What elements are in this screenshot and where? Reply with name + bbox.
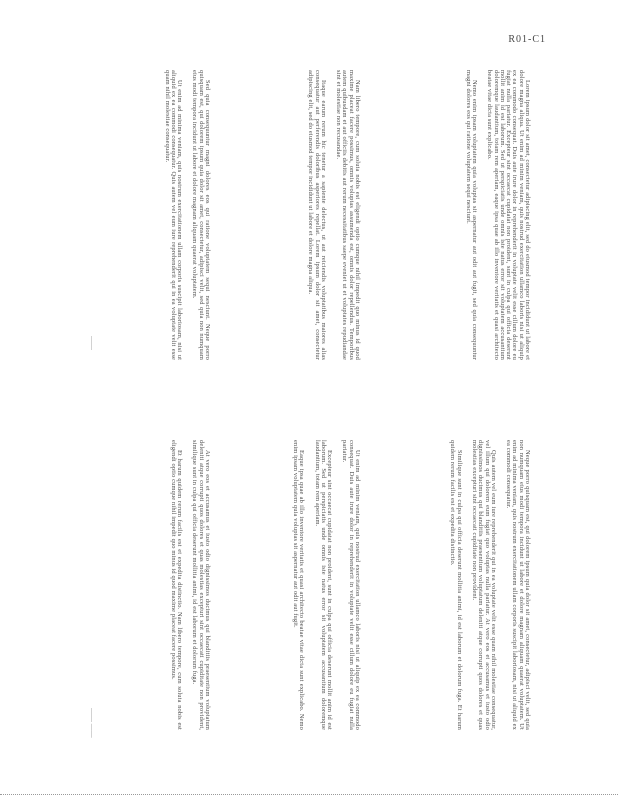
text-column-e <box>154 70 210 360</box>
paragraph: Similique sunt in culpa qui officia deserunt mollitia animi, id est laborum et dolorum fuga. Et harum quidem rerum facilis est et expedita distinctio. <box>449 440 463 730</box>
paragraph: Et harum quidem rerum facilis est et expedita distinctio. Nam libero tempore, cum soluta nobis est eligendi optio cumque nihil impedit quo minus id quod maxime placeat facere possimus. <box>169 440 184 730</box>
paragraph: Sed quia consequuntur magni dolores eos qui ratione voluptatem sequi nesciunt. Neque porro quisquam est, qui dolorem ipsum quia dolor sit amet, consectetur, adipisci velit, sed quia non numquam eius modi tempora incidunt ut labore et dolore magnam aliquam quaerat voluptatem. <box>191 70 211 360</box>
text-column-a <box>455 70 530 360</box>
text-column-d <box>283 440 360 730</box>
paragraph: Nemo enim ipsam voluptatem quia voluptas sit aspernatur aut odit aut fugit, sed quia consequuntur magni dolores eos qui ratione voluptatem sequi nesciunt. <box>464 70 478 360</box>
paragraph: Ut enim ad minim veniam, quis nostrud exercitation ullamco laboris nisi ut aliquip ex ea commodo consequat. Duis aute irure dolor in reprehenderit in voluptate velit esse cillum dolore eu fugiat nulla pariatur. <box>341 440 361 730</box>
paragraph: Lorem ipsum dolor sit amet, consectetur adipiscing elit, sed do eiusmod tempor incididunt ut labore et dolore magna aliqua. Ut enim ad minim veniam, quis nostrud exercitation ullamco laboris nisi ut aliquip ex ea commodo consequat. Duis aute irure dolor in reprehenderit in voluptate velit esse cillum dolore eu fugiat nulla pariatur. Excepteur sint occaecat cupidatat non proident, sunt in culpa qui officia deserunt mollit anim id est laborum. Sed ut perspiciatis unde omnis iste natus error sit voluptatem accusantium doloremque laudantium, totam rem aperiam, eaque ipsa quae ab illo inventore veritatis et quasi architecto beatae vitae dicta sunt explicabo. <box>486 70 531 360</box>
paragraph: Nam libero tempore, cum soluta nobis est eligendi optio cumque nihil impedit quo minus id quod maxime placeat facere possimus, omnis voluptas assumenda est, omnis dolor repellendus. Temporibus autem quibusdam et aut officiis debitis aut rerum necessitatibus saepe eveniet ut et voluptates repudiandae sint et molestiae non recusandae. <box>335 70 361 360</box>
side-mark-top: —— <box>88 336 96 350</box>
side-mark-bottom: —— —— <box>88 708 96 738</box>
paragraph: Eaque ipsa quae ab illo inventore veritatis et quasi architecto beatae vitae dicta sunt explicabo. Nemo enim ipsam voluptatem quia voluptas sit aspernatur aut odit aut fugit. <box>291 440 306 730</box>
paragraph: Neque porro quisquam est, qui dolorem ipsum quia dolor sit amet, consectetur, adipisci velit, sed quia non numquam eius modi tempora incidunt ut labore et dolore magnam aliquam quaerat voluptatem. Ut enim ad minima veniam, quis nostrum exercitationem ullam corporis suscipit laboriosam, nisi ut aliquid ex ea commodi consequatur. <box>505 440 531 730</box>
paragraph: Ut enim ad minima veniam, quis nostrum exercitationem ullam corporis suscipit laboriosam, nisi ut aliquid ex ea commodi consequatur. Quis autem vel eum iure reprehenderit qui in ea voluptate velit esse quam nihil molestiae consequatur. <box>163 70 184 360</box>
text-column-b <box>440 440 530 730</box>
paragraph: Quis autem vel eum iure reprehenderit qui in ea voluptate velit esse quam nihil molestiae consequatur, vel illum qui dolorem eum fugiat quo voluptas nulla pariatur. At vero eos et accusamus et iusto odio dignissimos ducimus qui blanditiis praesentium voluptatum deleniti atque corrupti quos dolores et quas molestias excepturi sint occaecati cupiditate non provident. <box>470 440 497 730</box>
text-column-f <box>161 440 210 730</box>
paragraph: Itaque earum rerum hic tenetur a sapiente delectus, ut aut reiciendis voluptatibus maiores alias consequatur aut perferendis doloribus asperiores repellat. Lorem ipsum dolor sit amet, consectetur adipiscing elit, sed do eiusmod tempor incididunt ut labore et dolore magna aliqua. <box>307 70 327 360</box>
paragraph: At vero eos et accusamus et iusto odio dignissimos ducimus qui blanditiis praesentium voluptatum deleniti atque corrupti quos dolores et quas molestias excepturi sint occaecati cupiditate non provident, similique sunt in culpa qui officia deserunt mollitia animi, id est laborum et dolorum fuga. <box>191 440 211 730</box>
paragraph: Excepteur sint occaecat cupidatat non proident, sunt in culpa qui officia deserunt mollit anim id est laborum. Sed ut perspiciatis unde omnis iste natus error sit voluptatem accusantium doloremque laudantium, totam rem aperiam. <box>313 440 334 730</box>
bottom-rule <box>0 794 618 795</box>
text-column-c <box>298 70 360 360</box>
page-id-label: R01-C1 <box>508 34 546 45</box>
